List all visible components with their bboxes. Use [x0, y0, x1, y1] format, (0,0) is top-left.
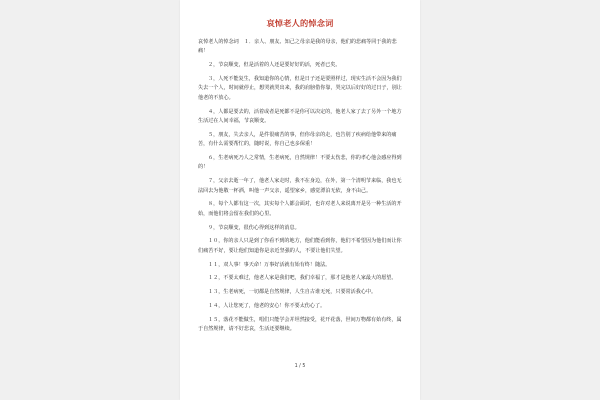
paragraph-10: １０，你的亲人只是到了你看不到的地方，他们能看到你，他们不希望因为他们而让你们痛苦不好，要让他们知道你是亲近坚强的人，不要让他们失望。	[198, 238, 402, 254]
paragraph-11: １１，双人事！事天命！万事好活就有始有终！随法。	[208, 261, 331, 268]
paragraph-14: １４，人让您死了，他老的安心！你不要太伤心了。	[208, 303, 326, 310]
paragraph-3: ３，人死不能复生，我知道你的心情，但是日子还是要照样过，现实生活不会因为我们失去一个人，时间就停止，想哭就哭出来，我的肩膀借你靠，哭完以后好好的过日子，别让他老的不放心。	[198, 76, 402, 101]
paragraph-4: ４，人都是要去的，活着或者是死都不是你可以决定的，他老人家了去了另外一个地方生活过在人间幸福，节哀顺变。	[198, 108, 402, 125]
paragraph-12: １２，不要太难过，他老人家是我们吧，我们幸福了，那才是他老人家最大的愿望。	[208, 275, 397, 282]
paragraph-13: １３，生老病死，一切都是自然规律，人生自古谁无死，只要常活我心中。	[208, 289, 377, 296]
document-body	[198, 38, 402, 339]
paragraph-9: ９，节哀顺变，很伤心得到这样的消息。	[208, 224, 300, 231]
paragraph-6: ６，生老病死乃人之常情，生老病死，自然规律！不要太伤悲，你的孝心他会感应得到的！	[198, 155, 402, 171]
paragraph-2: ２，节哀顺变，但是活着的人还是要好好的活，死者已矣。	[208, 62, 341, 69]
paragraph-8: ８，每个人都有这一次，其实每个人都会面对，也许对老人来说离开是另一种生活的开始，而他们将会留在我们的心里。	[198, 201, 402, 217]
document-title: 哀悼老人的悼念词	[266, 18, 334, 28]
paragraph-15: １５，落花不能做生，唱们只能学会并坦然接受，花开花落，世间万物都有始有终，属于自然规律，请不好悲哀，生活还要继续。	[198, 316, 402, 333]
document-page	[180, 0, 420, 400]
paragraph-1: 哀悼老人的悼念词 １．亲人、朋友、知己之母亲是我的母亲，他们的悲痛等同于我的悲痛！	[198, 39, 397, 55]
paragraph-5: ５，朋友，失去亲人，是件很痛苦的事，但你母亲的走，也告别了疾病给他带来的痛苦，有什么需要帮忙的，随时说，你自己也多保重！	[198, 131, 397, 148]
page-number: 1 / 5	[294, 364, 306, 369]
paragraph-7: ７，父亲去逝一年了，他老人家走时，我不在身边，在外，第一个清明节来临，我也无法回去为他敬一杯酒，叫他一声父亲，遥望家乡，感觉漂泊无依，身不由己。	[198, 178, 402, 194]
